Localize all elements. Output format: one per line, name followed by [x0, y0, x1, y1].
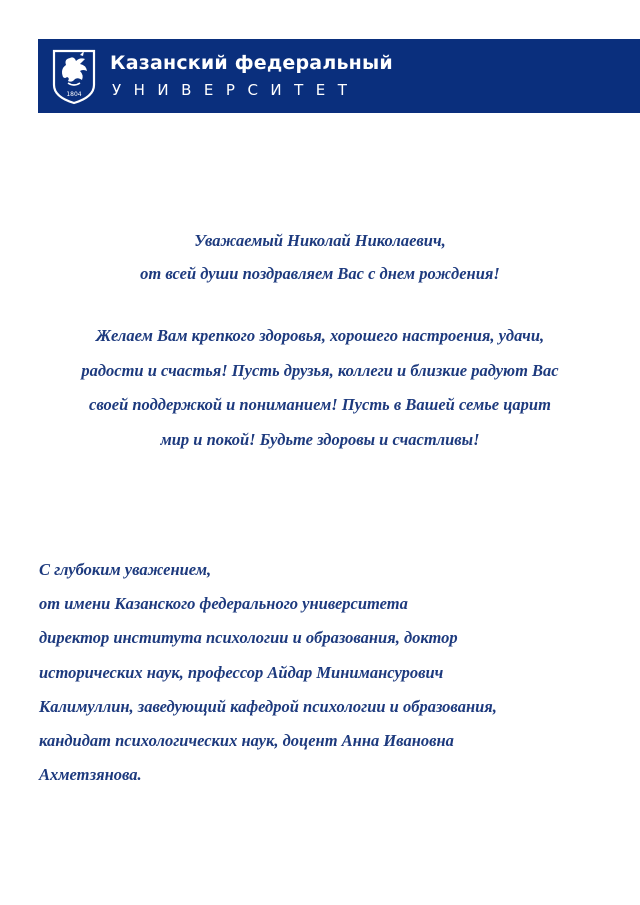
signature-line: исторических наук, профессор Айдар Минимансурович — [39, 662, 444, 682]
emblem-year: 1804 — [66, 91, 82, 98]
signature-line: от имени Казанского федерального университета — [39, 594, 408, 614]
signature-line: С глубоким уважением, — [39, 560, 212, 579]
wishes-line: радости и счастья! Пусть друзья, коллеги и близкие радуют Вас — [81, 360, 559, 380]
signature-block — [39, 553, 619, 792]
signature-line: директор института психологии и образования, доктор — [39, 628, 458, 648]
wishes-line: мир и покой! Будьте здоровы и счастливы! — [160, 429, 480, 449]
greeting-block — [0, 224, 640, 290]
university-header — [38, 39, 640, 113]
signature-line: Ахметзянова. — [39, 765, 142, 785]
wishes-block — [0, 319, 640, 457]
wishes-line: Желаем Вам крепкого здоровья, хорошего настроения, удачи, — [95, 326, 545, 345]
greeting-line: от всей души поздравляем Вас с днем рождения! — [140, 264, 500, 283]
university-name: Казанский федеральный — [110, 52, 393, 74]
greeting-line: Уважаемый Николай Николаевич, — [194, 231, 446, 250]
signature-line: кандидат психологических наук, доцент Анна Ивановна — [39, 731, 454, 751]
university-subtitle: УНИВЕРСИТЕТ — [112, 81, 360, 99]
wishes-line: своей поддержкой и пониманием! Пусть в Вашей семье царит — [89, 395, 551, 414]
signature-line: Калимуллин, заведующий кафедрой психологии и образования, — [39, 696, 497, 716]
university-emblem-icon — [50, 47, 98, 105]
